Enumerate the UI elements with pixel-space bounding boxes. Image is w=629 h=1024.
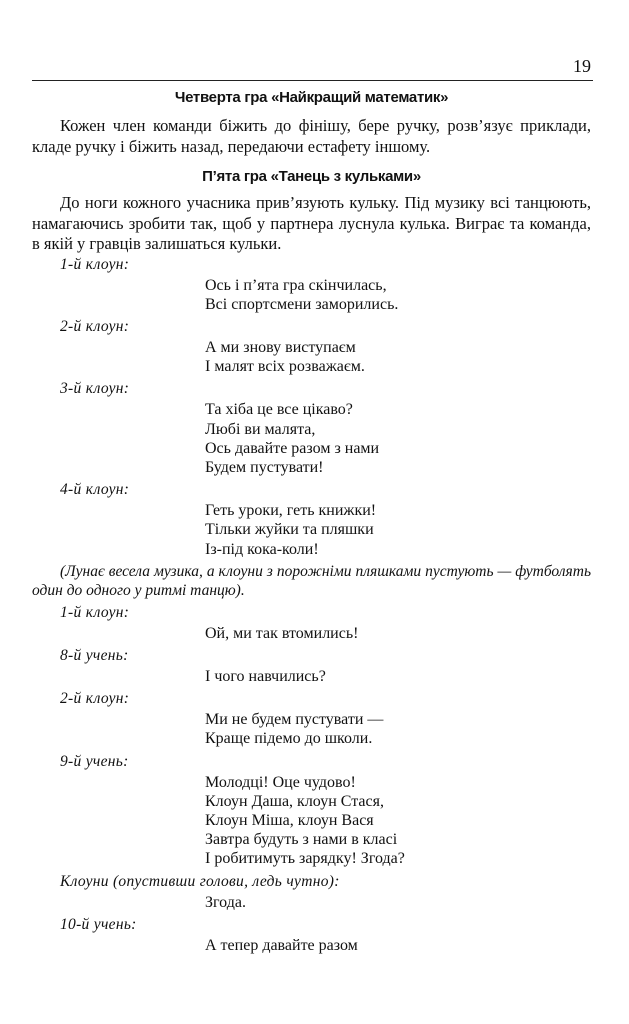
verse-line: Краще підемо до школи. <box>205 730 373 748</box>
dialogue-entry <box>60 255 591 314</box>
verse-line: А тепер давайте разом <box>205 936 358 954</box>
dialogue-entry <box>60 480 591 559</box>
verse-block <box>60 710 591 748</box>
verse-line: Клоун Даша, клоун Стася, <box>205 792 384 810</box>
speaker-label: 9-й учень: <box>60 752 129 770</box>
verse-block <box>60 773 591 869</box>
speaker-label: 2-й клоун: <box>60 317 130 335</box>
dialogue-entry <box>60 915 591 955</box>
page-content <box>32 86 591 958</box>
verse-block <box>60 936 591 955</box>
verse-line: І чого навчились? <box>205 667 326 685</box>
dialogue-entry <box>60 872 591 912</box>
speaker-label: Клоуни (опустивши голови, ледь чутно): <box>60 872 340 890</box>
dialogue-entry <box>60 317 591 376</box>
verse-line: Геть уроки, геть книжки! <box>205 502 377 520</box>
speaker-label: 4-й клоун: <box>60 481 130 499</box>
verse-line: Та хіба це все цікаво? <box>205 401 353 419</box>
verse-line: І робитимуть зарядку! Згода? <box>205 850 405 868</box>
dialogue-entry <box>60 689 591 748</box>
dialogue-part-2 <box>60 603 591 955</box>
verse-line: Будем пустувати! <box>205 458 324 476</box>
game-4-heading: Четверта гра «Найкращий математик» <box>174 89 449 106</box>
verse-block <box>60 624 591 643</box>
game-4-description: Кожен член команди біжить до фінішу, бере ручку, розв’язує приклади, кладе ручку і біжить назад, передаючи естафету іншому. <box>32 116 591 156</box>
speaker-label: 8-й учень: <box>60 646 129 664</box>
speaker-label: 10-й учень: <box>60 915 137 933</box>
verse-line: Молодці! Оце чудово! <box>205 773 356 791</box>
verse-block <box>60 338 591 376</box>
dialogue-part-1 <box>60 255 591 559</box>
dialogue-entry <box>60 379 591 477</box>
verse-block <box>60 893 591 912</box>
verse-line: А ми знову виступаєм <box>205 338 356 356</box>
speaker-label: 2-й клоун: <box>60 690 130 708</box>
dialogue-entry <box>60 603 591 643</box>
header-rule <box>32 80 593 81</box>
verse-line: Клоун Міша, клоун Вася <box>205 811 374 829</box>
verse-line: Завтра будуть з нами в класі <box>205 831 398 849</box>
verse-line: Ось і п’ята гра скінчилась, <box>205 276 387 294</box>
speaker-label: 3-й клоун: <box>60 380 130 398</box>
verse-line: Тільки жуйки та пляшки <box>205 521 374 539</box>
game-5-heading: П’ята гра «Танець з кульками» <box>202 168 421 185</box>
verse-line: Всі спортсмени заморились. <box>205 295 399 313</box>
verse-line: Любі ви малята, <box>205 420 316 438</box>
verse-block <box>60 667 591 686</box>
verse-line: Ми не будем пустувати — <box>205 711 384 729</box>
page-number: 19 <box>573 56 591 76</box>
speaker-label: 1-й клоун: <box>60 603 130 621</box>
dialogue-entry <box>60 752 591 869</box>
speaker-label: 1-й клоун: <box>60 255 130 273</box>
verse-line: І малят всіх розважаєм. <box>205 358 365 376</box>
verse-block <box>60 501 591 559</box>
game-5-description: До ноги кожного учасника прив’язують кульку. Під музику всі танцюють, намагаючись зробити так, щоб у партнера луснула кулька. Виграє та команда, в якій у гравців залишаться кульки. <box>32 193 591 253</box>
verse-line: Із-під кока-коли! <box>205 540 319 558</box>
verse-block <box>60 276 591 314</box>
stage-direction: (Лунає весела музика, а клоуни з порожніми пляшками пустують — футболять один до одного у ритмі танцю). <box>32 562 591 599</box>
verse-line: Ой, ми так втомились! <box>205 624 359 642</box>
verse-line: Ось давайте разом з нами <box>205 439 380 457</box>
verse-line: Згода. <box>205 893 246 911</box>
verse-block <box>60 400 591 477</box>
dialogue-entry <box>60 646 591 686</box>
